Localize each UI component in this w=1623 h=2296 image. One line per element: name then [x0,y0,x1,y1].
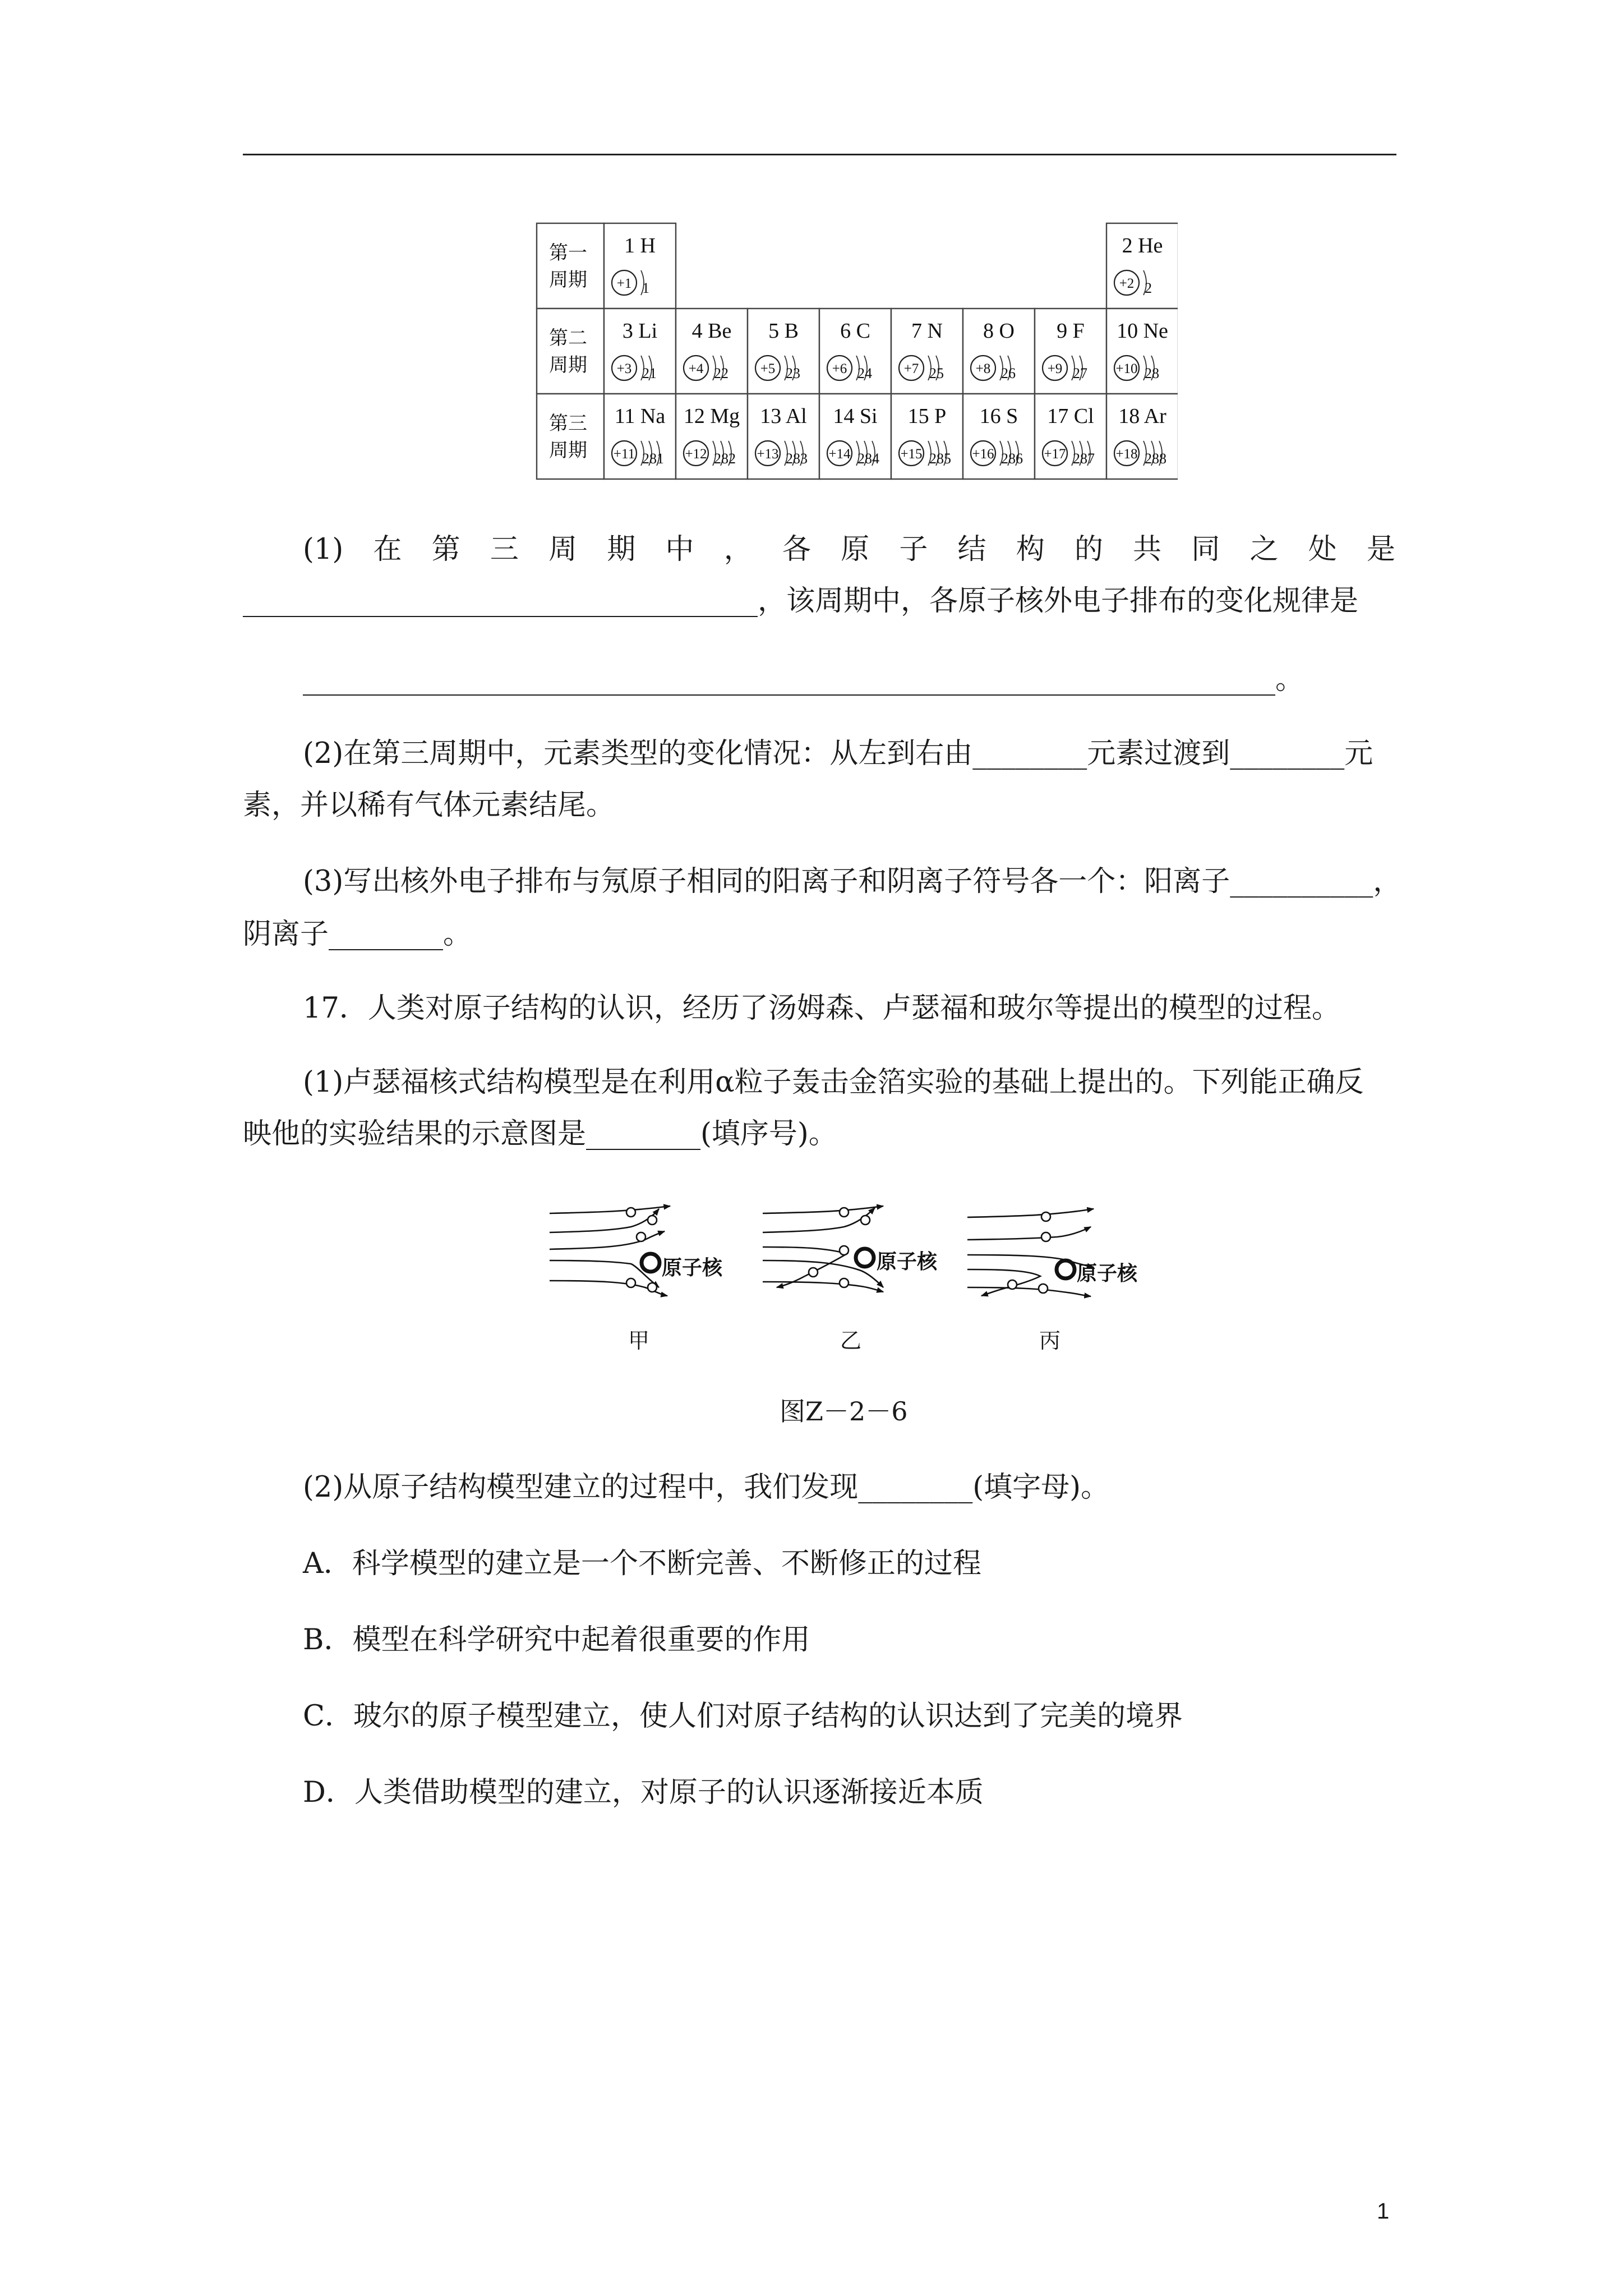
figure-caption: 图Z－2－6 [780,1396,908,1427]
element-symbol: 10 Ne [1117,319,1168,343]
element-symbol: 16 S [979,404,1018,428]
page-number: 1 [1377,2199,1390,2224]
nucleus-charge: +18 [1115,447,1138,462]
element-symbol: 5 B [768,319,799,343]
element-cell [604,309,676,394]
electron-shell-counts: 283 [786,450,808,467]
electron-shell-counts: 28 [1145,365,1159,381]
nucleus-charge: +3 [616,361,632,376]
nucleus-charge: +1 [616,276,632,291]
element-cell [676,394,748,479]
period-label-line2: 周期 [549,439,587,462]
nucleus-charge: +9 [1047,361,1063,376]
panel-label-jia: 甲 [628,1328,650,1353]
period-label-line2: 周期 [549,354,587,376]
period-label-cell [537,394,604,479]
element-symbol: 13 Al [760,404,807,428]
element-cell [891,309,963,394]
period-label-cell [537,309,604,394]
element-symbol: 12 Mg [683,404,740,428]
element-symbol: 1 H [624,234,656,257]
element-cell [676,309,748,394]
q17-option-b: B．模型在科学研究中起着很重要的作用 [303,1623,810,1657]
nucleus-charge: +10 [1115,361,1138,376]
electron-shell-counts: 282 [714,450,736,467]
panel-label-yi: 乙 [840,1328,862,1353]
electron-shell-counts: 284 [857,450,879,467]
nucleus-label-yi: 原子核 [877,1250,938,1273]
q16-part1-line1: (1)在第三周期中，各原子结构的共同之处是 [303,533,1395,566]
element-symbol: 6 C [840,319,870,343]
nucleus-charge: +11 [613,447,635,462]
electron-shell-counts: 288 [1145,450,1166,467]
element-cell [819,394,891,479]
element-symbol: 9 F [1057,319,1085,343]
period-label-line1: 第三 [549,412,587,435]
nucleus-charge: +13 [757,447,779,462]
panel-jia [550,1206,723,1353]
element-symbol: 3 Li [622,319,658,343]
element-cell [1035,309,1106,394]
element-cell [748,309,819,394]
nucleus-charge: +8 [975,361,991,376]
q17-option-c: C．玻尔的原子模型建立，使人们对原子结构的认识达到了完美的境界 [303,1700,1183,1733]
element-cell [604,223,676,309]
q16-part3-line2: 阴离子________。 [243,918,472,951]
element-symbol: 15 P [907,404,947,428]
electron-shell-counts: 281 [642,450,664,467]
nucleus-charge: +17 [1044,447,1066,462]
element-cell [963,394,1035,479]
period-label-3 [537,394,604,479]
q16-part1-line2: ____________________________________，该周期中，各原子核外电子排布的变化规律是 [243,585,1359,618]
electron-shell-counts: 2 [1145,280,1152,296]
nucleus-label-bing: 原子核 [1077,1262,1138,1285]
q16-part2-line2: 素，并以稀有气体元素结尾。 [243,789,615,822]
electron-shell-counts: 27 [1073,365,1087,381]
electron-shell-counts: 24 [857,365,872,381]
nucleus-charge: +7 [903,361,919,376]
period-label-cell [537,223,604,309]
electron-shell-counts: 22 [714,365,728,381]
electron-shell-counts: 23 [786,365,800,381]
nucleus-charge: +16 [972,447,994,462]
nucleus-charge: +2 [1119,276,1135,291]
element-cell [891,394,963,479]
electron-shell-counts: 286 [1001,450,1023,467]
q17-part1-line2: 映他的实验结果的示意图是________(填序号)。 [243,1117,837,1151]
element-symbol: 18 Ar [1118,404,1166,428]
panel-label-bing: 丙 [1039,1328,1061,1353]
q17-option-a: A．科学模型的建立是一个不断完善、不断修正的过程 [303,1547,981,1580]
element-symbol: 4 Be [691,319,732,343]
element-cell [819,309,891,394]
element-symbol: 8 O [983,319,1015,343]
nucleus-charge: +5 [760,361,776,376]
period-label-line1: 第二 [549,327,587,349]
element-symbol: 17 Cl [1047,404,1094,428]
period-label-2 [537,309,604,394]
electron-shell-counts: 285 [929,450,951,467]
element-cell [604,394,676,479]
q17-stem: 17．人类对原子结构的认识，经历了汤姆森、卢瑟福和玻尔等提出的模型的过程。 [303,992,1340,1025]
electron-shell-counts: 26 [1001,365,1016,381]
nucleus-label-jia: 原子核 [662,1257,723,1280]
alpha-scattering-diagrams [547,1192,1152,1355]
nucleus-charge: +12 [685,447,707,462]
panel-yi [763,1206,938,1353]
element-symbol: 2 He [1122,234,1163,257]
electron-shell-counts: 21 [642,365,657,381]
periodic-table [534,220,1178,480]
q16-part2-line1: (2)在第三周期中，元素类型的变化情况：从左到右由________元素过渡到________元 [303,737,1373,770]
nucleus-charge: +15 [900,447,923,462]
q17-option-d: D．人类借助模型的建立，对原子的认识逐渐接近本质 [303,1776,984,1809]
element-cell [1106,394,1178,479]
period-label-1 [537,223,604,309]
nucleus-charge: +4 [688,361,704,376]
element-cell [1106,309,1178,394]
element-cell [963,309,1035,394]
electron-shell-counts: 25 [929,365,944,381]
element-cell [748,394,819,479]
element-symbol: 11 Na [614,404,666,428]
element-cell [1035,394,1106,479]
q17-part2: (2)从原子结构模型建立的过程中，我们发现________(填字母)。 [303,1471,1110,1504]
element-symbol: 14 Si [833,404,878,428]
periodic-table-figure [534,220,1178,480]
nucleus-charge: +14 [828,447,851,462]
electron-shell-counts: 287 [1073,450,1095,467]
panel-bing [967,1209,1138,1353]
header-rule [243,154,1396,155]
electron-shell-counts: 1 [642,280,649,296]
nucleus-charge: +6 [832,361,847,376]
alpha-scattering-figure [547,1192,1152,1355]
period-label-line2: 周期 [549,269,587,291]
element-symbol: 7 N [911,319,943,343]
q16-part1-line3: ____________________________________________________________________。 [303,663,1304,696]
q17-part1-line1: (1)卢瑟福核式结构模型是在利用α粒子轰击金箔实验的基础上提出的。下列能正确反 [303,1066,1364,1099]
q16-part3-line1: (3)写出核外电子排布与氖原子相同的阳离子和阴离子符号各一个：阳离子__________， [303,865,1402,898]
element-cell [1106,223,1178,309]
period-label-line1: 第一 [549,242,587,264]
